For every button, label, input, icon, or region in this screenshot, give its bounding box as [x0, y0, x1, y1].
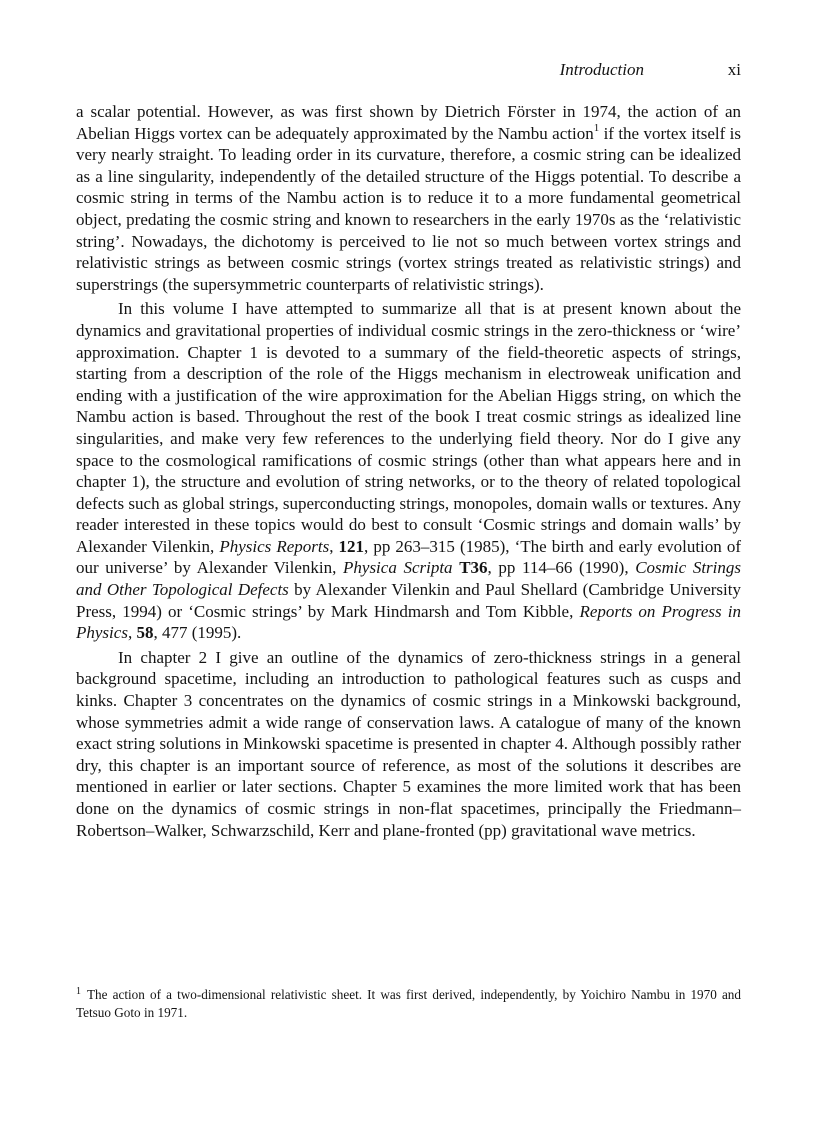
paragraph-2-text-a: In this volume I have attempted to summarize all that is at present known about the dynamics and gravitational properties of individual cosmic strings in the zero-thickness or ‘wire’ approximation. Chapter 1 is devoted to a summary of the field-theoretic aspects of strings, starting from a description of the role of the Higgs mechanism in electroweak unification and ending with a justification of the wire approximation for the Abelian Higgs string, on which the Nambu action is based. Throughout the rest of the book I treat cosmic strings as idealized line singularities, and make very few references to the underlying field theory. Nor do I give any space to the cosmological ramifications of cosmic strings (other than what appears here and in chapter 1), the structure and evolution of string networks, or to the theory of related topological defects such as global strings, superconducting strings, monopoles, domain walls or textures. Any reader interested in these topics would do best to consult ‘Cosmic strings and domain walls’ by Alexander Vilenkin,: [76, 299, 741, 556]
volume-121: 121: [338, 536, 365, 556]
journal-reports-on-progress: Reports on Progress in Physics: [76, 601, 741, 643]
paragraph-3: In chapter 2 I give an outline of the dynamics of zero-thickness strings in a general background spacetime, including an introduction to pathological features such as cusps and kinks. Chapter 3 concentrates on the dynamics of cosmic strings in a Minkowski background, whose symmetries admit a wide range of conservation laws. A catalogue of many of the known exact string solutions in Minkowski spacetime is presented in chapter 4. Although possibly rather dry, this chapter is an important source of reference, as most of the solutions it describes are mentioned in earlier or later sections. Chapter 5 examines the more limited work that has been done on the dynamics of cosmic strings in non-flat spacetimes, principally the Friedmann–Robertson–Walker, Schwarzschild, Kerr and plane-fronted (pp) gravitational wave metrics.: [76, 647, 741, 840]
journal-physica-scripta: Physica Scripta: [343, 558, 453, 578]
footnote: [76, 986, 741, 1021]
footnote-text: The action of a two-dimensional relativistic sheet. It was first derived, independently, by Yoichiro Nambu in 1970 and Tetsuo Goto in 1971.: [76, 987, 741, 1020]
separator: ,: [127, 623, 137, 643]
volume-t36: T36: [459, 558, 488, 578]
page-number: xi: [727, 60, 741, 79]
journal-physics-reports: Physics Reports: [219, 536, 330, 556]
paragraph-2-text-e: , 477 (1995).: [153, 623, 242, 643]
footnote-mark: 1: [76, 985, 81, 997]
book-title: Cosmic Strings and Other Topological Defects: [76, 558, 741, 600]
paragraph-2-text-b: , pp 263–315 (1985), ‘The birth and early evolution of our universe’ by Alexander Vilenkin,: [76, 536, 741, 578]
paragraph-1-text-b: if the vortex itself is very nearly straight. To leading order in its curvature, therefore, a cosmic string can be idealized as a line singularity, independently of the detailed structure of the Higgs potential. To describe a cosmic string in terms of the Nambu action is to reduce it to a more fundamental geometrical object, predating the cosmic string and known to researchers in the early 1970s as the ‘relativistic string’. Nowadays, the dichotomy is perceived to lie not so much between vortex strings and relativistic strings as between cosmic strings (vortex strings treated as relativistic strings) and superstrings (the supersymmetric counterparts of relativistic strings).: [76, 123, 741, 294]
separator: ,: [329, 536, 339, 556]
paragraph-1-text-a: a scalar potential. However, as was first shown by Dietrich Förster in 1974, the action of an Abelian Higgs vortex can be adequately approximated by the Nambu action: [76, 102, 741, 143]
body-text: [76, 101, 741, 841]
paragraph-2-text-c: , pp 114–66 (1990),: [487, 558, 636, 578]
running-head-title: Introduction: [559, 60, 644, 79]
paragraph-1: [76, 101, 741, 295]
paragraph-2-text-d: by Alexander Vilenkin and Paul Shellard (Cambridge University Press, 1994) or ‘Cosmic strings’ by Mark Hindmarsh and Tom Kibble,: [76, 580, 741, 621]
paragraph-2: [76, 298, 741, 644]
footnote-reference-1: 1: [593, 121, 600, 134]
running-head: [76, 60, 741, 82]
volume-58: 58: [136, 623, 154, 643]
